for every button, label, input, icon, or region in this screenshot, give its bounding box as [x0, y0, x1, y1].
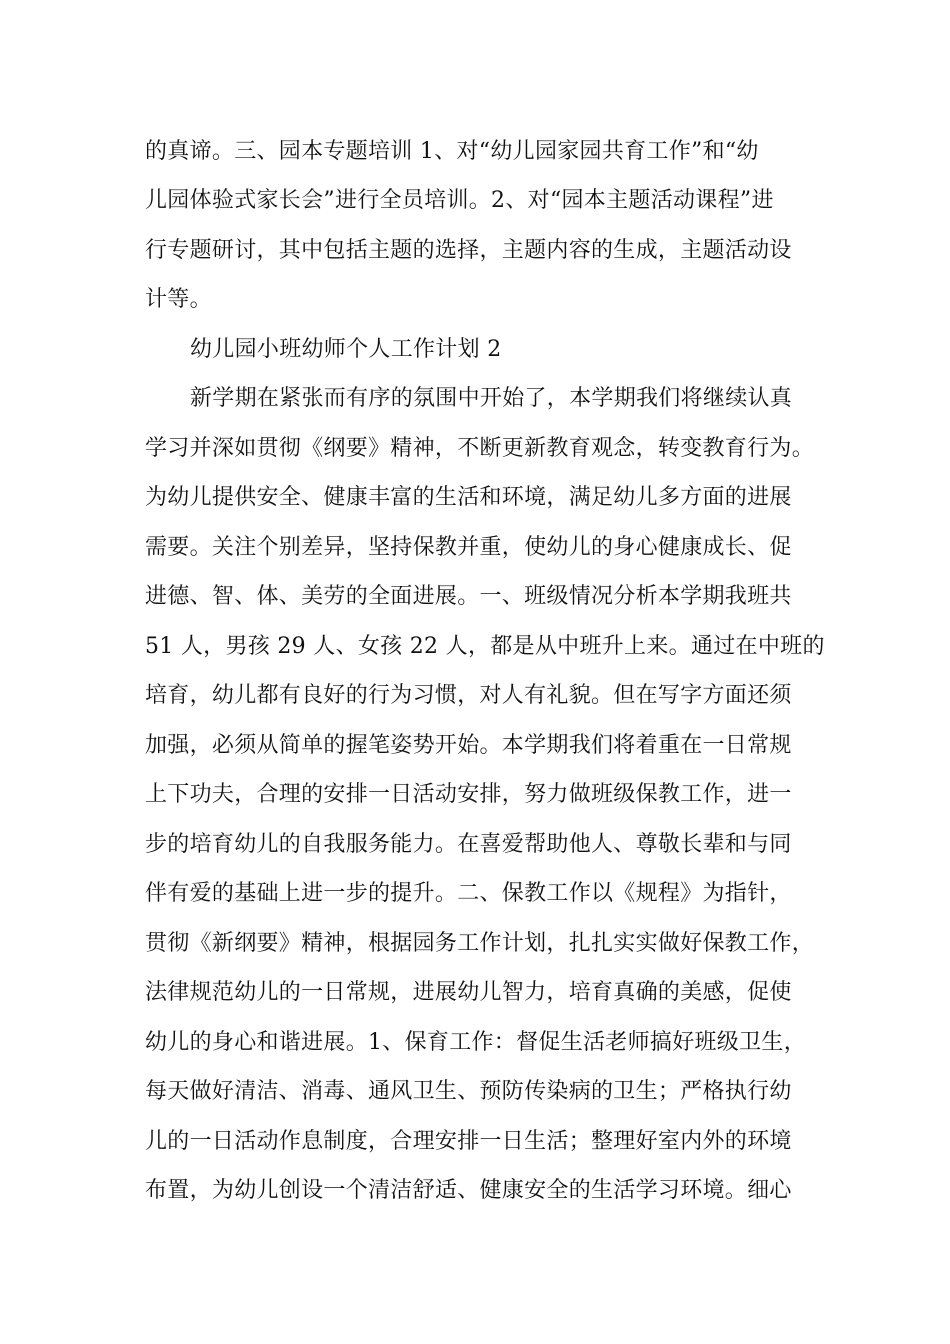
text-line: 贯彻《新纲要》精神，根据园务工作计划，扎扎实实做好保教工作，	[145, 931, 815, 956]
text-line: 儿园体验式家长会”进行全员培训。2、对“园本主题活动课程”进	[145, 188, 774, 213]
text-line: 新学期在紧张而有序的氛围中开始了，本学期我们将继续认真	[190, 386, 793, 411]
text-line: 上下功夫，合理的安排一日活动安排，努力做班级保教工作，进一	[145, 782, 792, 807]
text-line: 进德、智、体、美劳的全面进展。一、班级情况分析本学期我班共	[145, 584, 792, 609]
text-line: 需要。关注个别差异，坚持保教并重，使幼儿的身心健康成长、促	[145, 535, 792, 560]
text-line: 行专题研讨，其中包括主题的选择，主题内容的生成，主题活动设	[145, 238, 792, 263]
text-line: 为幼儿提供安全、健康丰富的生活和环境，满足幼儿多方面的进展	[145, 485, 792, 510]
text-line: 的真谛。三、园本专题培训 1、对“幼儿园家园共育工作”和“幼	[145, 139, 759, 164]
text-line: 培育，幼儿都有良好的行为习惯，对人有礼貌。但在写字方面还须	[145, 683, 792, 708]
text-line: 法律规范幼儿的一日常规，进展幼儿智力，培育真确的美感，促使	[145, 980, 792, 1005]
text-line: 51 人，男孩 29 人、女孩 22 人，都是从中班升上来。通过在中班的	[145, 634, 825, 659]
text-line: 学习并深如贯彻《纲要》精神，不断更新教育观念，转变教育行为。	[145, 436, 815, 461]
text-line: 步的培育幼儿的自我服务能力。在喜爱帮助他人、尊敬长辈和与同	[145, 832, 792, 857]
text-line: 伴有爱的基础上进一步的提升。二、保教工作以《规程》为指针，	[145, 881, 792, 906]
text-line: 布置，为幼儿创设一个清洁舒适、健康安全的生活学习环境。细心	[145, 1178, 792, 1203]
text-line: 儿的一日活动作息制度，合理安排一日生活；整理好室内外的环境	[145, 1129, 792, 1154]
text-line: 幼儿的身心和谐进展。1、保育工作：督促生活老师搞好班级卫生，	[145, 1030, 806, 1055]
text-line: 加强，必须从简单的握笔姿势开始。本学期我们将着重在一日常规	[145, 733, 792, 758]
section-heading: 幼儿园小班幼师个人工作计划 2	[190, 337, 502, 362]
text-line: 计等。	[145, 287, 212, 312]
text-line: 每天做好清洁、消毒、通风卫生、预防传染病的卫生；严格执行幼	[145, 1079, 792, 1104]
